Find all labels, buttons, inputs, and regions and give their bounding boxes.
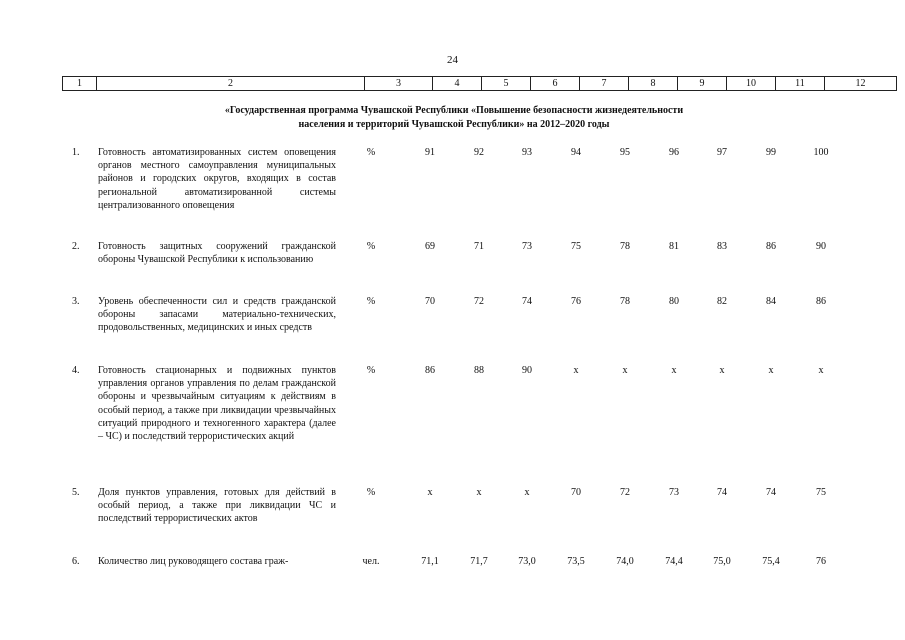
value-cell: 88 (474, 365, 484, 376)
value-cell: 81 (669, 241, 679, 252)
value-cell: 84 (766, 296, 776, 307)
value-cell: 80 (669, 296, 679, 307)
column-number: 9 (678, 77, 727, 91)
row-number: 2. (72, 241, 80, 252)
indicator-description: Уровень обеспеченности сил и средств гражданской обороны запасами материально-технических, продовольственных, медицинских и иных средств (98, 296, 336, 334)
value-cell: 69 (425, 241, 435, 252)
value-cell: 100 (813, 147, 829, 158)
section-title-line: «Государственная программа Чувашской Республики «Повышение безопасности жизнедеятельности (224, 105, 684, 116)
value-cell: х (427, 487, 433, 498)
value-cell: 93 (522, 147, 532, 158)
value-cell: 73,0 (518, 556, 536, 567)
indicator-description: Готовность автоматизированных систем оповещения органов местного самоуправления муниципальных районов и городских округов, входящих в состав региональной автоматизированной системы централизованного оповещения (98, 147, 336, 211)
column-number: 8 (629, 77, 678, 91)
value-cell: 75 (571, 241, 581, 252)
value-cell: 74,4 (665, 556, 683, 567)
unit-cell: чел. (362, 556, 380, 567)
value-cell: 94 (571, 147, 581, 158)
value-cell: 76 (816, 556, 826, 567)
column-number: 6 (531, 77, 580, 91)
value-cell: х (524, 487, 530, 498)
column-number: 3 (365, 77, 433, 91)
column-header-table (62, 76, 897, 91)
unit-cell: % (366, 487, 376, 498)
indicator-description: Готовность стационарных и подвижных пунктов управления органов управления по делам гражданской обороны и чрезвычайным ситуациям к действиям в особый период, а также при ликвидации чрезвычайных ситуаций природного и техногенного характера (далее – ЧС) и последствий террористических акций (98, 365, 336, 443)
value-cell: 71 (474, 241, 484, 252)
value-cell: 74 (522, 296, 532, 307)
unit-cell: % (366, 296, 376, 307)
row-number: 3. (72, 296, 80, 307)
value-cell: 72 (620, 487, 630, 498)
value-cell: х (768, 365, 774, 376)
value-cell: 83 (717, 241, 727, 252)
row-number: 5. (72, 487, 80, 498)
value-cell: 76 (571, 296, 581, 307)
value-cell: х (671, 365, 677, 376)
value-cell: 74 (717, 487, 727, 498)
section-title (62, 104, 846, 132)
value-cell: х (622, 365, 628, 376)
page-number: 24 (447, 54, 458, 66)
indicator-description: Готовность защитных сооружений гражданской обороны Чувашской Республики к использованию (98, 241, 336, 266)
row-number: 4. (72, 365, 80, 376)
unit-cell: % (366, 365, 376, 376)
value-cell: 73,5 (567, 556, 585, 567)
value-cell: 71,1 (421, 556, 439, 567)
value-cell: 92 (474, 147, 484, 158)
indicator-description: Доля пунктов управления, готовых для действий в особый период, а также при ликвидации ЧС и последствий террористических актов (98, 487, 336, 525)
value-cell: 97 (717, 147, 727, 158)
column-number: 4 (433, 77, 482, 91)
indicator-description: Количество лиц руководящего состава граж- (98, 556, 289, 567)
value-cell: х (476, 487, 482, 498)
value-cell: 73 (522, 241, 532, 252)
value-cell: 90 (522, 365, 532, 376)
column-number: 12 (825, 77, 897, 91)
value-cell: 75,4 (762, 556, 780, 567)
value-cell: 96 (669, 147, 679, 158)
value-cell: 74,0 (616, 556, 634, 567)
column-number: 7 (580, 77, 629, 91)
value-cell: 72 (474, 296, 484, 307)
value-cell: 86 (766, 241, 776, 252)
value-cell: 91 (425, 147, 435, 158)
column-number-row (63, 77, 897, 91)
column-number: 10 (727, 77, 776, 91)
value-cell: 73 (669, 487, 679, 498)
column-number: 1 (63, 77, 97, 91)
value-cell: 71,7 (470, 556, 488, 567)
unit-cell: % (366, 241, 376, 252)
section-title-line: населения и территорий Чувашской Республики» на 2012–2020 годы (298, 119, 610, 130)
unit-cell: % (366, 147, 376, 158)
row-number: 6. (72, 556, 80, 567)
value-cell: 86 (816, 296, 826, 307)
value-cell: 70 (425, 296, 435, 307)
value-cell: 75,0 (713, 556, 731, 567)
value-cell: 78 (620, 296, 630, 307)
column-number: 11 (776, 77, 825, 91)
value-cell: 74 (766, 487, 776, 498)
value-cell: 90 (816, 241, 826, 252)
value-cell: 70 (571, 487, 581, 498)
value-cell: х (573, 365, 579, 376)
value-cell: 78 (620, 241, 630, 252)
column-number: 5 (482, 77, 531, 91)
value-cell: 82 (717, 296, 727, 307)
value-cell: 75 (816, 487, 826, 498)
row-number: 1. (72, 147, 80, 158)
value-cell: х (719, 365, 725, 376)
value-cell: 95 (620, 147, 630, 158)
column-number: 2 (97, 77, 365, 91)
value-cell: х (818, 365, 824, 376)
value-cell: 86 (425, 365, 435, 376)
value-cell: 99 (766, 147, 776, 158)
